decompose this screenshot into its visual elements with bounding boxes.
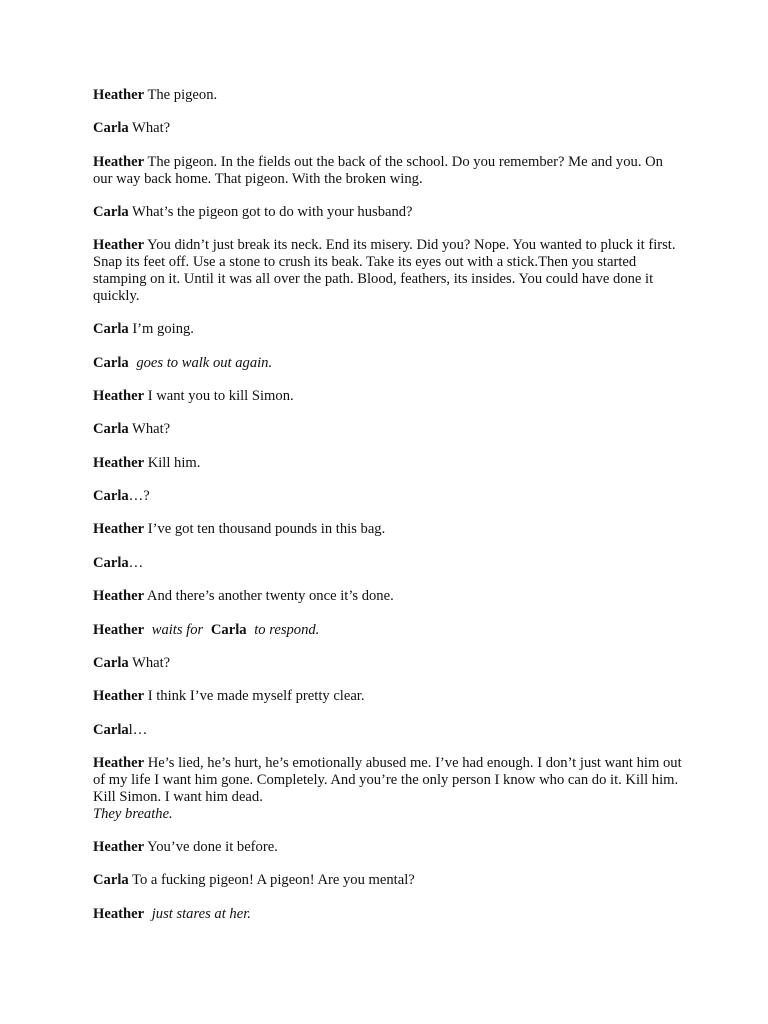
dialogue-text: Kill him.: [144, 454, 201, 471]
dialogue-line: [93, 154, 683, 188]
stage-direction: [93, 622, 683, 639]
speaker-name: Heather: [93, 839, 145, 855]
dialogue-line: [93, 388, 683, 405]
dialogue-text: I’m going.: [128, 321, 194, 338]
dialogue-text: I’ve got ten thousand pounds in this bag.: [144, 521, 386, 538]
speaker-name: Heather: [93, 755, 145, 772]
dialogue-line: [93, 588, 683, 605]
speaker-name: Carla: [93, 488, 129, 505]
dialogue-line: [93, 237, 683, 304]
stage-direction: [93, 355, 683, 372]
dialogue-text: To a fucking pigeon! A pigeon! Are you mental?: [128, 872, 415, 889]
speaker-name: Heather: [93, 688, 145, 705]
speaker-name: Carla: [210, 621, 247, 638]
direction-text: goes to walk out again.: [136, 354, 273, 371]
dialogue-line: [93, 87, 683, 104]
direction-text: waits for: [151, 621, 204, 638]
dialogue-line: [93, 872, 683, 889]
dialogue-text: What?: [128, 655, 171, 672]
dialogue-text: The pigeon.: [144, 87, 218, 103]
speaker-name: Heather: [93, 521, 145, 538]
dialogue-line: [93, 755, 683, 822]
dialogue-line: [93, 321, 683, 338]
direction-text: just stares at her.: [151, 905, 251, 922]
speaker-name: Heather: [93, 905, 145, 922]
speaker-name: Heather: [93, 153, 145, 170]
dialogue-text: You’ve done it before.: [144, 839, 278, 855]
dialogue-line: [93, 655, 683, 672]
dialogue-text: He’s lied, he’s hurt, he’s emotionally abused me. I’ve had enough. I don’t just want him out of my life I want him gone. Completely. And you’re the only person I know who can do it. Kill him. Kill Simon. I want him dead.: [93, 755, 682, 805]
speaker-name: Carla: [93, 872, 129, 889]
speaker-name: Heather: [93, 588, 145, 605]
dialogue-line: [93, 521, 683, 538]
dialogue-line: [93, 204, 683, 221]
dialogue-line: [93, 839, 683, 856]
speaker-name: Carla: [93, 321, 129, 338]
dialogue-text: You didn’t just break its neck. End its misery. Did you? Nope. You wanted to pluck it first. Snap its feet off. Use a stone to crush its beak. Take its eyes out with a stick.Then you started stamping on it. Until it was all over the path. Blood, feathers, its insides. You could have done it quickly.: [93, 237, 676, 304]
speaker-name: Carla: [93, 354, 129, 371]
stage-direction: [93, 906, 683, 923]
direction-text: to respond.: [254, 621, 320, 638]
dialogue-text: …?: [128, 488, 150, 505]
speaker-name: Heather: [93, 87, 145, 103]
dialogue-line: [93, 455, 683, 472]
speaker-name: Carla: [93, 554, 129, 571]
speaker-name: Carla: [93, 655, 129, 672]
dialogue-line: [93, 120, 683, 137]
speaker-name: Carla: [93, 721, 129, 738]
dialogue-text: What?: [128, 120, 171, 137]
dialogue-text: …: [128, 554, 144, 571]
speaker-name: Heather: [93, 454, 145, 471]
dialogue-text: What?: [128, 421, 171, 438]
dialogue-text: I want you to kill Simon.: [144, 387, 294, 404]
dialogue-text: And there’s another twenty once it’s done.: [144, 588, 394, 605]
dialogue-line: [93, 722, 683, 739]
dialogue-text: I think I’ve made myself pretty clear.: [144, 688, 365, 705]
dialogue-line: [93, 488, 683, 505]
script-page: [93, 87, 683, 939]
direction-text: They breathe.: [93, 805, 173, 822]
speaker-name: Heather: [93, 621, 145, 638]
dialogue-line: [93, 421, 683, 438]
dialogue-text: What’s the pigeon got to do with your husband?: [128, 203, 413, 220]
speaker-name: Heather: [93, 387, 145, 404]
speaker-name: Carla: [93, 421, 129, 438]
dialogue-text: The pigeon. In the fields out the back of the school. Do you remember? Me and you. On our way back home. That pigeon. With the broken wing.: [93, 153, 663, 187]
dialogue-line: [93, 555, 683, 572]
speaker-name: Heather: [93, 237, 145, 254]
dialogue-line: [93, 688, 683, 705]
speaker-name: Carla: [93, 120, 129, 137]
dialogue-text: l…: [128, 721, 148, 738]
speaker-name: Carla: [93, 203, 129, 220]
